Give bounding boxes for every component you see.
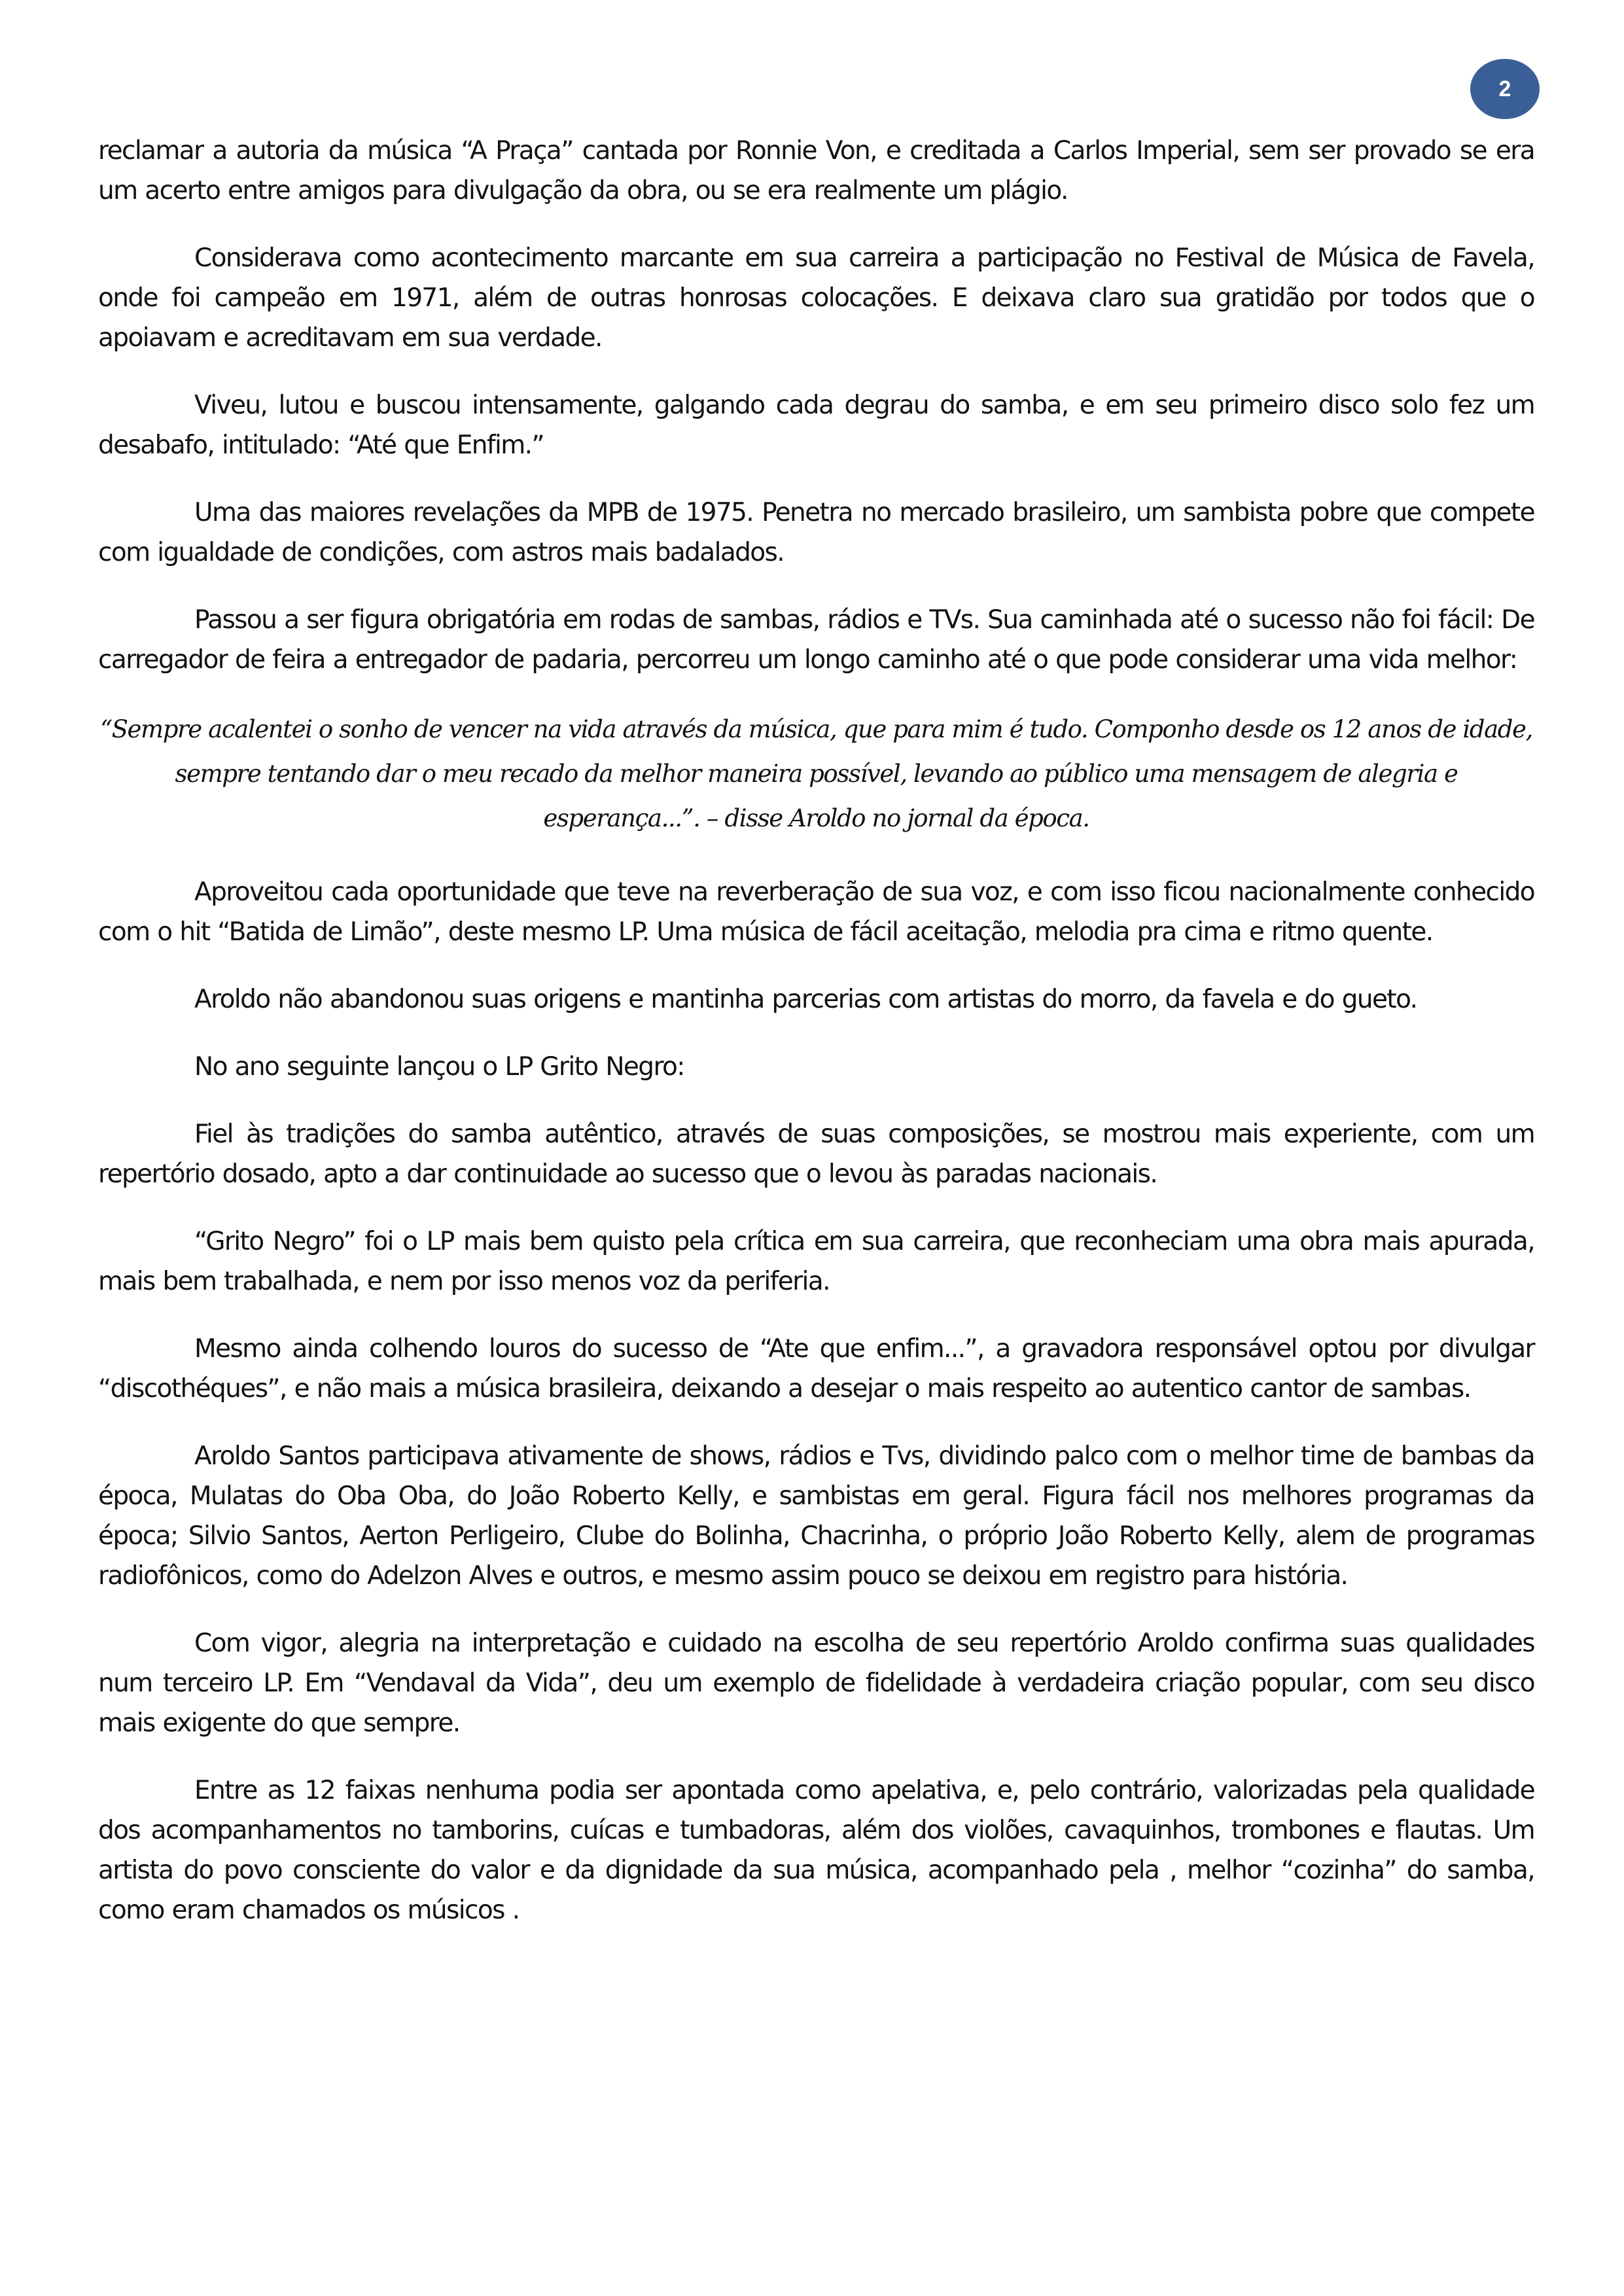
- paragraph-twelve-tracks: Entre as 12 faixas nenhuma podia ser apontada como apelativa, e, pelo contrário, valorizadas pela qualidade dos acompanhamentos no tamborins, cuícas e tumbadoras, além dos violões, cavaquinhos, trombones e flautas. Um artista do povo consciente do valor e da dignidade da sua música, acompanhado pela , melhor “cozinha” do samba, como eram chamados os músicos .: [98, 1776, 1534, 1925]
- paragraph-career-path: Passou a ser figura obrigatória em rodas de sambas, rádios e TVs. Sua caminhada até o sucesso não foi fácil: De carregador de feira a entregador de padaria, percorreu um longo caminho até o que pode considerar uma vida melhor:: [98, 605, 1534, 675]
- paragraph-batida-de-limao: Aproveitou cada oportunidade que teve na reverberação de sua voz, e com isso ficou nacionalmente conhecido com o hit “Batida de Limão”, deste mesmo LP. Uma música de fácil aceitação, melodia pra cima e ritmo quente.: [98, 877, 1534, 947]
- document-body: [98, 131, 1534, 1958]
- newspaper-quote: “Sempre acalentei o sonho de vencer na vida através da música, que para mim é tudo. Componho desde os 12 anos de idade, sempre tentando dar o meu recado da melhor maneira possível, levando ao público uma mensagem de alegria e esperança...”. – disse Aroldo no jornal da época.: [100, 715, 1532, 832]
- page-number: 2: [1498, 76, 1511, 101]
- paragraph-festival: Considerava como acontecimento marcante em sua carreira a participação no Festival de Música de Favela, onde foi campeão em 1971, além de outras honrosas colocações. E deixava claro sua gratidão por todos que o apoiavam e acreditavam em sua verdade.: [98, 243, 1534, 353]
- paragraph-origins: Aroldo não abandonou suas origens e mantinha parcerias com artistas do morro, da favela e do gueto.: [194, 985, 1417, 1014]
- paragraph-grito-negro-intro: No ano seguinte lançou o LP Grito Negro:: [194, 1052, 684, 1082]
- paragraph-continuation: reclamar a autoria da música “A Praça” cantada por Ronnie Von, e creditada a Carlos Imperial, sem ser provado se era um acerto entre amigos para divulgação da obra, ou se era realmente um plágio.: [98, 136, 1534, 205]
- paragraph-grito-negro-critics: “Grito Negro” foi o LP mais bem quisto pela crítica em sua carreira, que reconheciam uma obra mais apurada, mais bem trabalhada, e nem por isso menos voz da periferia.: [98, 1227, 1534, 1296]
- paragraph-shows-tv: Aroldo Santos participava ativamente de shows, rádios e Tvs, dividindo palco com o melhor time de bambas da época, Mulatas do Oba Oba, do João Roberto Kelly, e sambistas em geral. Figura fácil nos melhores programas da época; Silvio Santos, Aerton Perligeiro, Clube do Bolinha, Chacrinha, o próprio João Roberto Kelly, alem de programas radiofônicos, como do Adelzon Alves e outros, e mesmo assim pouco se deixou em registro para história.: [98, 1441, 1534, 1591]
- paragraph-first-album: Viveu, lutou e buscou intensamente, galgando cada degrau do samba, e em seu primeiro disco solo fez um desabafo, intitulado: “Até que Enfim.”: [98, 391, 1534, 460]
- paragraph-record-label: Mesmo ainda colhendo louros do sucesso de “Ate que enfim...”, a gravadora responsável optou por divulgar “discothéques”, e não mais a música brasileira, deixando a desejar o mais respeito ao autentico cantor de sambas.: [98, 1334, 1534, 1404]
- paragraph-third-lp: Com vigor, alegria na interpretação e cuidado na escolha de seu repertório Aroldo confirma suas qualidades num terceiro LP. Em “Vendaval da Vida”, deu um exemplo de fidelidade à verdadeira criação popular, com seu disco mais exigente do que sempre.: [98, 1629, 1534, 1738]
- paragraph-tradition: Fiel às tradições do samba autêntico, através de suas composições, se mostrou mais experiente, com um repertório dosado, apto a dar continuidade ao sucesso que o levou às paradas nacionais.: [98, 1120, 1534, 1189]
- paragraph-mpb-1975: Uma das maiores revelações da MPB de 1975. Penetra no mercado brasileiro, um sambista pobre que compete com igualdade de condições, com astros mais badalados.: [98, 498, 1534, 567]
- page-number-badge: [1470, 59, 1540, 119]
